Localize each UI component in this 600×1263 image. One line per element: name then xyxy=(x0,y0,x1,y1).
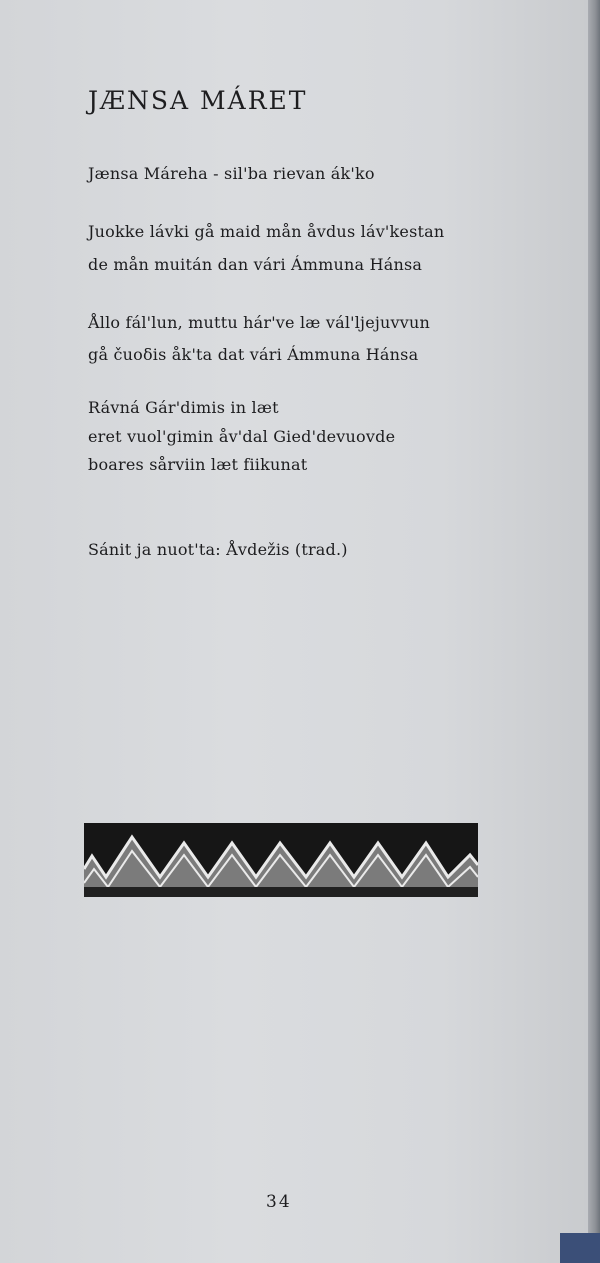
page-edge xyxy=(588,0,600,1263)
zigzag-pattern-banner xyxy=(84,823,478,897)
stanza-3-line-2: eret vuol'gimin åv'dal Gied'devuovde xyxy=(88,427,396,446)
stanza-2-line-2: gå čuoδis åk'ta dat vári Ámmuna Hánsa xyxy=(88,345,419,364)
poem-title: JÆNSA MÁRET xyxy=(88,86,308,115)
stanza-1-line-1: Juokke lávki gå maid mån åvdus láv'kestan xyxy=(88,222,445,241)
zigzag-icon xyxy=(84,823,478,897)
book-cover-corner xyxy=(560,1233,600,1263)
page-number: 34 xyxy=(266,1192,292,1212)
stanza-3-line-1: Rávná Gár'dimis in læt xyxy=(88,398,279,417)
poem-subtitle: Jænsa Máreha - sil'ba rievan ák'ko xyxy=(88,164,375,183)
stanza-2-line-1: Ållo fál'lun, muttu hár've læ vál'ljejuvvun xyxy=(88,313,431,332)
credit-line: Sánit ja nuot'ta: Åvdežis (trad.) xyxy=(88,540,348,559)
stanza-3-line-3: boares sårviin læt fiikunat xyxy=(88,455,308,474)
stanza-1-line-2: de mån muitán dan vári Ámmuna Hánsa xyxy=(88,255,423,274)
